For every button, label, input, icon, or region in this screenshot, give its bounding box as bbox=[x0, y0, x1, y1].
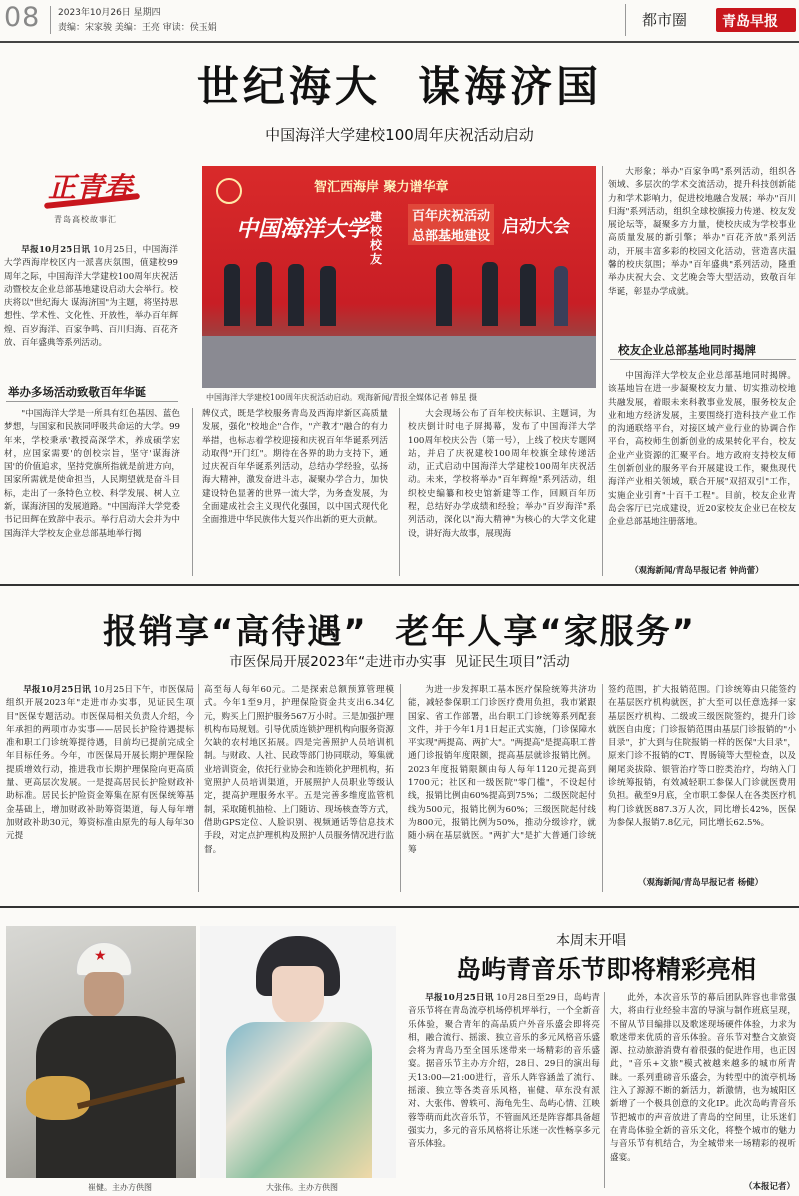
header-rule bbox=[0, 41, 799, 43]
article2-col4-text: 签约范围，扩大报销范围。门诊统筹由只能签约在基层医疗机构就医，扩大至可以任意选择一家基层医疗机构、二级或三级医院签约，提升门诊就医自由度；门诊报销范围由基层门诊报销的"小目录"，扩大到与住院报销一样的医保"大目录"，原来门诊不报销的CT、胃肠镜等大型检查，以及阑尾炎拔除、银管治疗等口腔类治疗，均纳入门诊统筹报销，有效减轻职工参保人门诊就医费用负担。截至9月底，全市职工参保人在各类医疗机构门诊就医887.3万人次，同比增长42%，医保为参保人报销7.8亿元，同比增长62.5%。 bbox=[608, 685, 796, 828]
a2-col-rule-3 bbox=[602, 684, 603, 892]
a2-col-rule-1 bbox=[198, 684, 199, 892]
article1-subtitle: 中国海洋大学建校100周年庆祝活动启动 bbox=[265, 126, 534, 144]
photo-dazhangwei bbox=[200, 926, 396, 1178]
article-divider-1 bbox=[0, 584, 799, 586]
article3-col1-text: 10月28日至29日，岛屿青音乐节将在青岛流亭机场停机坪举行，一个全新音乐体验，聚合青年的高品质户外音乐盛会即将亮相，融合流行、摇滚、独立音乐的多元风格音乐盛会将为青岛乃至全国乐迷带来一场精彩的音乐盛宴。据音乐节主办方介绍，28日、29日的演出每天13:00—21:00进行，音乐人阵容涵盖了流行、摇滚、独立等各类音乐风格，崔健、草东没有派对、大张伟、曾轶可、海龟先生、岛屿心情、江映蓉等萌而此次音乐节，不管面风还是阵容都具备超强实力，多元的音乐风格将让乐迷一次性畅享多元音乐体验。 bbox=[408, 993, 600, 1150]
article3-title: 岛屿青音乐节即将精彩亮相 bbox=[455, 955, 756, 984]
sub-head-rule bbox=[610, 359, 796, 360]
university-emblem bbox=[216, 178, 242, 204]
photo-cuijian bbox=[6, 926, 196, 1178]
caption-cuijian: 崔健。主办方供图 bbox=[88, 1183, 152, 1192]
article1-col4-text: 大形象；举办"百家争鸣"系列活动，组织各领域、多层次的学术交流活动，提升科技创新能力和学术影响力，促进校地融合发展；举办"百川归海"系列活动，组织全球校旗接力传递、校友发展论坛等，凝聚多方力量，使校庆成为学校事业高质量发展的新引擎；举办"百花齐放"系列活动，开展丰富多彩的校园文化活动，营造喜庆温馨的校庆氛围；举办"百年盛典"系列活动，隆重举办庆祝大会、文艺晚会等大型活动，致敬百年华诞，彰显办学成就。 bbox=[608, 167, 796, 297]
article2-col1 bbox=[6, 684, 194, 892]
article1-col4 bbox=[608, 166, 796, 334]
photo-backdrop-line3: 百年庆祝活动 bbox=[408, 204, 494, 225]
article2-col3-text: 为进一步发挥职工基本医疗保险统筹共济功能，减轻参保职工门诊医疗费用负担，我市紧跟国家、省工作部署，出台职工门诊统筹系列配套文件，并于今年1月1日起正式实施，门诊保障水平实现"两提高、两扩大"。"两提高"是提高职工普通门诊报销年度限额，提高基层就诊报销比例。2023年度报销限额由每人每年1120元提高到1700元；社区和一级医院"零门槛"，不设起付线，报销比例由60%提高到75%；二级医院起付线为500元，报销比例为60%；三级医院起付线为800元，报销比例为50%，推动分级诊疗，就随小病在基层就医。"两扩大"是扩大普通门诊统筹 bbox=[408, 685, 596, 855]
cap-star: ★ bbox=[94, 948, 107, 964]
photo-backdrop-line1: 智汇西海岸 聚力谱华章 bbox=[314, 180, 449, 195]
a2-col-rule-2 bbox=[400, 684, 401, 892]
jacket-shape-2 bbox=[226, 1022, 372, 1178]
article1-section-head: 举办多场活动致敬百年华诞 bbox=[8, 385, 146, 399]
logo-subtext: 青岛高校故事汇 bbox=[54, 215, 117, 224]
article1-col1-text: "中国海洋大学是一所具有红色基因、蓝色梦想，与国家和民族同呼吸共命运的大学。99年来，学校秉承'教授高深学术，养成硕学宏材，应国家需要'的创校宗旨，坚守'谋海济国'的价值追求，坚持党旗所指就是前进方向，国家所需就是使命担当，人民期望就是奋斗目标，走出了一条特色立校、科学发展、树人立新，谋海济国的发展道路。"中国海洋大学党委书记田辉在致辞中表示。举行启动大会并为中国海洋大学校友企业总部基地举行揭 bbox=[4, 409, 180, 539]
article1-para1: 10月25日，中国海洋大学西海岸校区内一派喜庆氛围，值建校99周年之际，中国海洋大学建校100周年庆祝活动暨校友企业总部基地建设启动大会举行。校庆将以"世纪海大 谋海济国"为主题，将坚持思想性、学术性、文化性、开放性，举办百年辉煌、百岁海洋、百家争鸣、百川归海、百花齐放、百年盛典等系列活动。 bbox=[4, 245, 178, 349]
issue-date: 2023年10月26日 星期四 bbox=[58, 8, 161, 18]
photo-backdrop-line4: 总部基地建设 bbox=[408, 224, 494, 245]
article3-col2-text: 此外，本次音乐节的幕后团队阵容也非常强大，将由行业经验丰富的导演与制作班底呈现，不留从节目编排以及歌迷现场硬件体验，力求为歌迷带来优质的音乐体验。音乐节对整合文旅资源、拉动旅游消费有着很强的促进作用，也正因此，"音乐+文旅"模式被越来越多的城市所青睐。一系列重磅音乐盛会，为转型中的流亭机场注入了源源不断的新活力，新激情，也为城阳区新增了一个极具创意的文化IP。此次岛屿青音乐节把城市的声音放进了青岛的空间里，让乐迷们在青岛体验全新的音乐文化，将整个城市的魅力与音乐节有机结合，为全城带来一场精彩的视听盛宴。 bbox=[610, 993, 796, 1163]
article1-title: 世纪海大 谋海济国 bbox=[196, 62, 603, 111]
article1-col3-text: 大会现场公布了百年校庆标识、主题词，为校庆倒计时电子屏揭幕，发布了中国海洋大学100周年校庆公告（第一号），上线了校庆专题网站，并启了庆祝建校100周年校旗全球传递活动，正式启动中国海洋大学建校100周年庆祝活动。未来，学校将举办"百年辉煌"系列活动，组织校史编纂和校史馆新建等工作，回顾百年历程，总结好办学成绩和经验；举办"百岁海洋"系列活动，深化以"海大精神"为核心的大学文化建设，讲好海大故事，展现海 bbox=[408, 409, 596, 539]
article-divider-2 bbox=[0, 906, 799, 908]
photo-caption: 中国海洋大学建校100周年庆祝活动启动。观海新闻/青报全媒体记者 韩星 摄 bbox=[206, 393, 478, 402]
col-rule-2 bbox=[399, 408, 400, 576]
brand-box bbox=[716, 8, 796, 32]
article3-byline: （本报记者） bbox=[744, 1182, 796, 1192]
article1-sub-head: 校友企业总部基地同时揭牌 bbox=[618, 343, 756, 357]
article2-dateline: 早报10月25日讯 bbox=[23, 685, 91, 695]
article2-subtitle: 市医保局开展2023年“走进市办实事 见证民生项目”活动 bbox=[229, 654, 570, 670]
col-rule-3 bbox=[602, 166, 603, 576]
article3-col2 bbox=[610, 992, 796, 1174]
logo-text: 正青春 bbox=[48, 171, 133, 204]
column-logo bbox=[40, 164, 160, 230]
article1-col2-text: 牌仪式，既是学校服务青岛及西海岸新区高质量发展，强化"校地企"合作，"产教才"融合的有力举措，也标志着学校迎接和庆祝百年华诞系列活动取得"开门红"。期待在各界的助力支持下，通过庆祝百年华诞系列活动，总结办学经验，弘扬海大精神，激发奋进斗志，凝聚办学合力，加快建设特色显著的世界一流大学，为务查发展，为全面建成社会主义现代化强国，以中国式现代化全面推进中华民族伟大复兴作出新的更大贡献。 bbox=[202, 409, 388, 526]
page-number: 08 bbox=[4, 2, 41, 33]
article3-kicker: 本周末开唱 bbox=[556, 933, 626, 949]
article2-col2-text: 高至每人每年60元。二是探索总额预算管理模式。今年1至9月，护理保险资金共支出6.34亿元，购买上门照护服务567万小时。三是加强护理机构布局规划。引导优质连锁护理机构向服务资源欠缺的农村地区拓展。四是完善照护人员培训机制。与财政、人社、民政等部门协同联动，筹集就业培训资金，依托行业协会和连锁化护理机构，拓宽照护人员培训渠道，开展照护人员职业等级认定，提高护理服务水平。五是完善多维度监管机制，采取随机抽检、上门随访、现场核查等方式，借助GPS定位、人脸识别、视频通话等信息技术手段，对定点护理机构及照护人员服务情况进行监督。 bbox=[204, 685, 394, 855]
article1-col3 bbox=[408, 408, 596, 576]
photo-backdrop-line2: 建校 校友 bbox=[370, 210, 383, 266]
editors-line: 责编：宋家骏 美编：王亮 审读：侯玉娟 bbox=[58, 23, 217, 33]
header-divider-v bbox=[50, 6, 51, 34]
caption-dazhangwei: 大张伟。主办方供图 bbox=[266, 1183, 338, 1192]
section-name: 都市圈 bbox=[642, 11, 688, 29]
guitar-shape bbox=[26, 1076, 90, 1120]
photo-people bbox=[202, 256, 596, 346]
article1-col2 bbox=[202, 408, 388, 576]
article1-lead-column bbox=[4, 244, 178, 370]
article1-col1 bbox=[4, 408, 180, 576]
article1-col4b bbox=[608, 370, 796, 562]
face-shape-2 bbox=[272, 966, 324, 1024]
a3-col-rule bbox=[604, 992, 605, 1188]
article2-col1-text: 10月25日下午，市医保局组织开展2023年"走进市办实事，见证民生项目"医保专题活动。市医保局相关负责人介绍，今年承担的两项市办实事——居民长护险待遇提标准和职工门诊统筹提待遇，目前均已提前完成全年目标任务。今年，市医保局开展长期护理保险提质增效行动，推进我市长期护理保险向更高质量、更高层次发展。一是提高居民长护险财政补助标准。居民长护险资金筹集在原有医保统筹基金基础上，增加财政补助筹资渠道，每人每年增加财政补助30元，筹资标准由原先的每人每年30元提 bbox=[6, 685, 194, 842]
article2-col3 bbox=[408, 684, 596, 892]
article2-title: 报销享“高待遇” 老年人享“家服务” bbox=[102, 612, 697, 652]
article3-dateline: 早报10月25日讯 bbox=[425, 993, 494, 1003]
article2-byline: （观海新闻/青岛早报记者 杨健） bbox=[638, 878, 764, 888]
article3-col1 bbox=[408, 992, 600, 1188]
article2-col4 bbox=[608, 684, 796, 870]
article2-col2 bbox=[204, 684, 394, 892]
article1-dateline: 早报10月25日讯 bbox=[21, 245, 91, 255]
article1-byline: （观海新闻/青岛早报记者 钟尚蕾） bbox=[630, 566, 764, 576]
col-rule-1 bbox=[192, 408, 193, 576]
article1-col4b-text: 中国海洋大学校友企业总部基地同时揭牌。该基地旨在进一步凝聚校友力量、切实推动校地共融发展，着眼未来科教事业发展，服务校友企业和地方经济发展，主要围绕打造科技产业工作的沟通联络平台，对接区域产业行业的协调合作平台，高校师生创新创业的成果转化平台，校友企业产业资源的汇聚平台。地方政府支持校友师生创新创业的服务平台开展建设工作，聚焦现代海洋产业相关领域，联合开展"双招双引"工作，实施企业引育"十百千工程"。目前，校友企业青岛会客厅已完成建设，近20家校友企业已在校友企业总部基地注册落地。 bbox=[608, 371, 796, 528]
face-shape bbox=[84, 972, 124, 1018]
page-header bbox=[0, 0, 799, 44]
brand-name: 青岛早报 bbox=[722, 14, 778, 30]
ceremony-photo bbox=[202, 166, 596, 388]
section-head-rule bbox=[6, 401, 178, 402]
photo-backdrop-line5: 启动大会 bbox=[502, 217, 570, 237]
photo-backdrop-school: 中国海洋大学 bbox=[236, 216, 369, 242]
